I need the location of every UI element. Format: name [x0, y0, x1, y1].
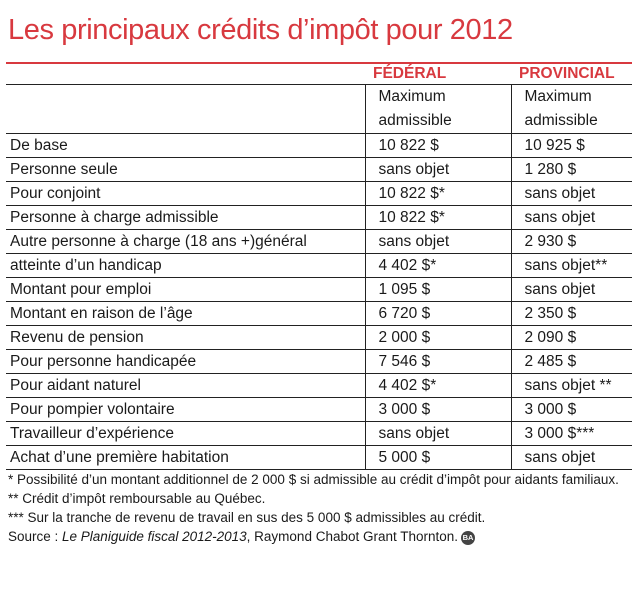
provincial-value: sans objet **	[511, 374, 632, 398]
row-label: Pour aidant naturel	[6, 374, 365, 398]
provincial-value: 3 000 $***	[511, 422, 632, 446]
row-label: Montant en raison de l’âge	[6, 302, 365, 326]
table-row	[6, 206, 632, 230]
provincial-value: 2 485 $	[511, 350, 632, 374]
label-column-header	[6, 64, 365, 85]
source-line	[8, 527, 630, 546]
row-label: Revenu de pension	[6, 326, 365, 350]
federal-value: sans objet	[365, 230, 511, 254]
federal-value: 2 000 $	[365, 326, 511, 350]
row-label: De base	[6, 134, 365, 158]
table-row	[6, 182, 632, 206]
footnotes	[8, 470, 630, 546]
row-label: Autre personne à charge (18 ans +)général	[6, 230, 365, 254]
source-suffix: , Raymond Chabot Grant Thornton.	[246, 529, 459, 544]
table-row	[6, 230, 632, 254]
row-label: Personne seule	[6, 158, 365, 182]
provincial-subheader-line1: Maximum	[524, 88, 592, 105]
table-row	[6, 446, 632, 470]
federal-subheader	[365, 85, 511, 134]
federal-value: 5 000 $	[365, 446, 511, 470]
provincial-value: 3 000 $	[511, 398, 632, 422]
table-row	[6, 374, 632, 398]
provincial-value: sans objet**	[511, 254, 632, 278]
provincial-value: 2 350 $	[511, 302, 632, 326]
table-row	[6, 278, 632, 302]
row-label: Montant pour emploi	[6, 278, 365, 302]
column-subheader-row	[6, 85, 632, 134]
provincial-value: sans objet	[511, 206, 632, 230]
table-row	[6, 350, 632, 374]
provincial-subheader	[511, 85, 632, 134]
federal-subheader-line1: Maximum	[378, 88, 446, 105]
provincial-value: sans objet	[511, 446, 632, 470]
table-row	[6, 422, 632, 446]
table-row	[6, 326, 632, 350]
footnote-1: * Possibilité d’un montant additionnel de 2 000 $ si admissible au crédit d’impôt pour aidants familiaux.	[8, 472, 619, 487]
federal-value: 7 546 $	[365, 350, 511, 374]
federal-value: sans objet	[365, 422, 511, 446]
federal-value: 4 402 $*	[365, 374, 511, 398]
row-label: Travailleur d’expérience	[6, 422, 365, 446]
table-row	[6, 158, 632, 182]
provincial-subheader-line2: admissible	[524, 112, 598, 129]
table-row	[6, 134, 632, 158]
provincial-value: 2 930 $	[511, 230, 632, 254]
federal-value: 10 822 $*	[365, 182, 511, 206]
provincial-value: sans objet	[511, 182, 632, 206]
provincial-value: 2 090 $	[511, 326, 632, 350]
page-title: Les principaux crédits d’impôt pour 2012	[8, 14, 513, 46]
provincial-value: sans objet	[511, 278, 632, 302]
ba-logo-icon: BA	[461, 531, 475, 545]
table-body	[6, 134, 632, 470]
federal-value: 6 720 $	[365, 302, 511, 326]
provincial-value: 10 925 $	[511, 134, 632, 158]
federal-column-header: FÉDÉRAL	[365, 64, 511, 85]
provincial-value: 1 280 $	[511, 158, 632, 182]
source-prefix: Source :	[8, 529, 63, 544]
federal-value: sans objet	[365, 158, 511, 182]
federal-value: 4 402 $*	[365, 254, 511, 278]
row-label: Pour pompier volontaire	[6, 398, 365, 422]
provincial-column-header: PROVINCIAL	[511, 64, 632, 85]
table-row	[6, 302, 632, 326]
source-title: Le Planiguide fiscal 2012-2013	[62, 529, 247, 544]
footnote-3: *** Sur la tranche de revenu de travail en sus des 5 000 $ admissibles au crédit.	[8, 510, 486, 525]
federal-value: 3 000 $	[365, 398, 511, 422]
footnote-2: ** Crédit d’impôt remboursable au Québec.	[8, 491, 266, 506]
row-label: Pour conjoint	[6, 182, 365, 206]
row-label: Achat d’une première habitation	[6, 446, 365, 470]
table-row	[6, 398, 632, 422]
federal-value: 1 095 $	[365, 278, 511, 302]
federal-value: 10 822 $*	[365, 206, 511, 230]
table-row	[6, 254, 632, 278]
row-label: Pour personne handicapée	[6, 350, 365, 374]
row-label: atteinte d’un handicap	[6, 254, 365, 278]
federal-value: 10 822 $	[365, 134, 511, 158]
column-group-header-row	[6, 64, 632, 85]
federal-subheader-line2: admissible	[378, 112, 452, 129]
label-subheader	[6, 85, 365, 134]
tax-credits-table	[6, 64, 632, 470]
row-label: Personne à charge admissible	[6, 206, 365, 230]
